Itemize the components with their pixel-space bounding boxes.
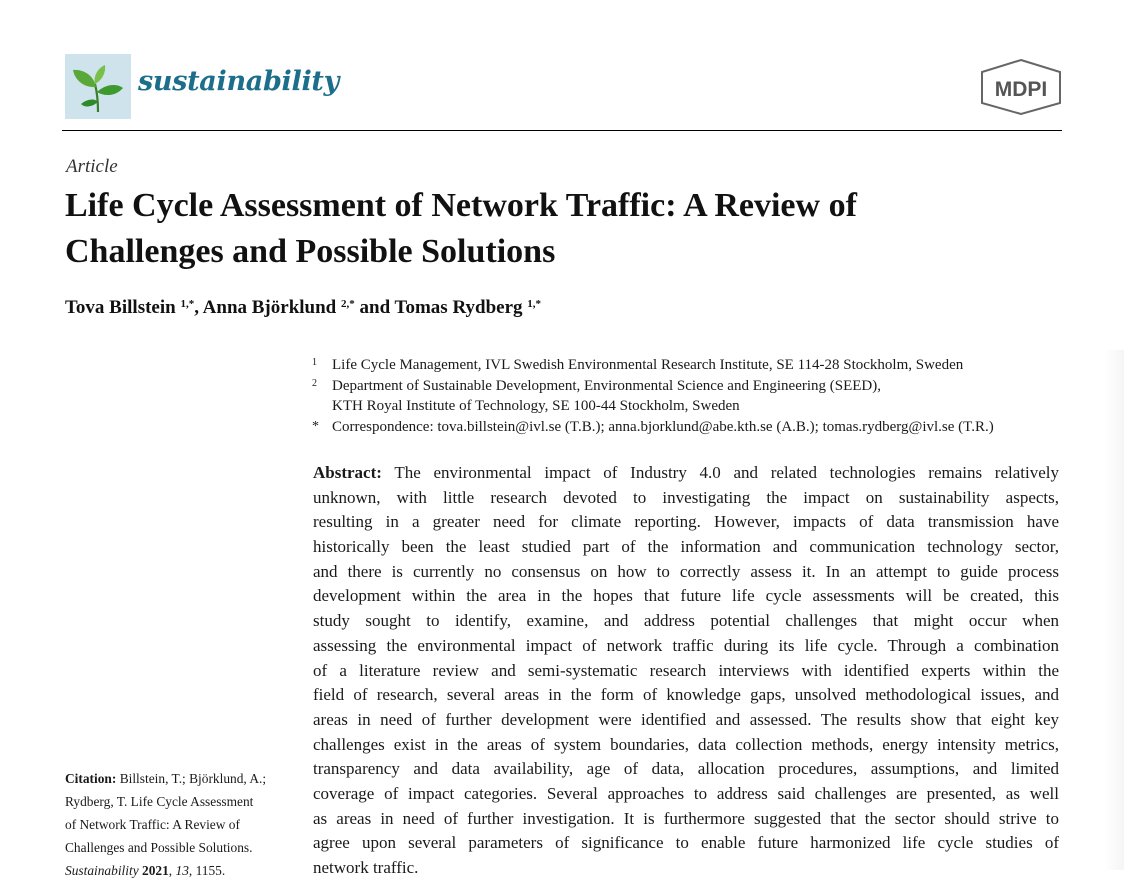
journal-header: [0, 0, 1124, 131]
abstract-line: study sought to identify, examine, and address potential challenges that might occur when: [313, 611, 1059, 631]
author-name: Tomas Rydberg: [394, 297, 523, 318]
title-line: Challenges and Possible Solutions: [65, 233, 556, 270]
correspondence-text: Correspondence: tova.billstein@ivl.se (T.B.); anna.bjorklund@abe.kth.se (A.B.); tomas.rydberg@ivl.se (T.R.): [332, 419, 994, 436]
plant-icon: [65, 54, 131, 119]
abstract-line: assessing the environmental impact of network traffic during its life cycle. Through a combination: [313, 635, 1059, 655]
abstract-text: The environmental impact of Industry 4.0 and related technologies remains relatively: [394, 463, 1059, 482]
abstract-line: of a literature review and semi-systematic research interviews with identified experts within the: [313, 660, 1059, 680]
article-type: Article: [66, 156, 118, 177]
abstract-line: field of research, several areas in the form of knowledge gaps, unsolved methodological issues, and: [313, 685, 1059, 705]
affiliation-text: Department of Sustainable Development, Environmental Science and Engineering (SEED),: [332, 377, 882, 394]
affiliation-item: [312, 355, 1072, 376]
affiliation-text: KTH Royal Institute of Technology, SE 100-44 Stockholm, Sweden: [332, 398, 740, 415]
paper-title: [65, 183, 1045, 275]
abstract-line: agree upon several parameters of significance to enable future harmonized life cycle studies of: [313, 833, 1059, 853]
abstract-line: historically been the least studied part of the information and communication technology sector,: [313, 537, 1059, 557]
abstract-line: as areas in need of further investigation. It is furthermore suggested that the sector should strive to: [313, 808, 1059, 828]
journal-name: sustainability: [138, 66, 339, 97]
citation-text: Billstein, T.; Björklund, A.;: [119, 771, 267, 786]
abstract-line: resulting in a greater need for climate reporting. However, impacts of data transmission have: [313, 512, 1059, 532]
affiliation-mark: 1: [312, 357, 317, 368]
citation-line: [65, 767, 290, 790]
abstract-line: transparency and data availability, age of data, allocation procedures, assumptions, and limited: [313, 759, 1059, 779]
correspondence: [312, 417, 1072, 438]
citation-block: [65, 767, 290, 882]
author-affiliation-mark: 1,*: [527, 298, 541, 310]
author-name: Anna Björklund: [202, 297, 337, 318]
citation-year: 2021: [142, 863, 169, 878]
sustainability-logo: [65, 54, 131, 119]
author-separator: and: [354, 297, 395, 318]
citation-line: Challenges and Possible Solutions.: [65, 840, 253, 855]
citation-volume: 13: [175, 863, 189, 878]
mdpi-hexagon-icon: [978, 58, 1064, 116]
author-affiliation-mark: 1,*: [180, 298, 195, 310]
author-affiliation-mark: 2,*: [341, 298, 355, 310]
publisher-name: MDPI: [994, 78, 1048, 101]
citation-pages: 1155.: [195, 863, 226, 878]
abstract-line: areas in need of further development were identified and assessed. The results show that eight key: [313, 709, 1059, 729]
abstract-line: unknown, with little research devoted to investigating the impact on sustainability aspects,: [313, 487, 1059, 507]
author-separator: ,: [194, 297, 203, 318]
header-rule: [62, 130, 1062, 131]
affiliation-text: Life Cycle Management, IVL Swedish Environmental Research Institute, SE 114-28 Stockholm, Sweden: [332, 357, 964, 373]
affiliation-item: [312, 396, 1072, 417]
affiliation-mark: 2: [312, 377, 317, 389]
abstract-line: coverage of impact categories. Several approaches to address said challenges are presented, as well: [313, 783, 1059, 803]
abstract-line: [313, 461, 1059, 486]
affiliations: [312, 355, 1072, 438]
author-list: [65, 297, 541, 319]
citation-line: of Network Traffic: A Review of: [65, 817, 240, 832]
abstract-line: network traffic.: [313, 858, 419, 877]
citation-label: Citation:: [65, 771, 117, 786]
page-edge-shadow: [1104, 350, 1124, 870]
abstract-line: development within the area in the hopes that future life cycle assessments will be created, this: [313, 586, 1059, 606]
author-name: Tova Billstein: [65, 297, 176, 318]
correspondence-mark: *: [312, 419, 319, 435]
abstract-line: challenges exist in the areas of system boundaries, data collection methods, energy intensity metrics,: [313, 734, 1059, 754]
citation-line: Sustainability 2021, 13, 1155.: [65, 863, 226, 878]
citation-journal: Sustainability: [65, 863, 139, 878]
affiliation-item: [312, 376, 1072, 397]
abstract-label: Abstract:: [313, 463, 382, 482]
abstract: [313, 461, 1059, 881]
title-line: Life Cycle Assessment of Network Traffic: A Review of: [65, 187, 857, 224]
abstract-line: and there is currently no consensus on how to correctly assess it. In an attempt to guide process: [313, 561, 1059, 581]
mdpi-logo: [978, 58, 1064, 116]
citation-line: Rydberg, T. Life Cycle Assessment: [65, 794, 254, 809]
